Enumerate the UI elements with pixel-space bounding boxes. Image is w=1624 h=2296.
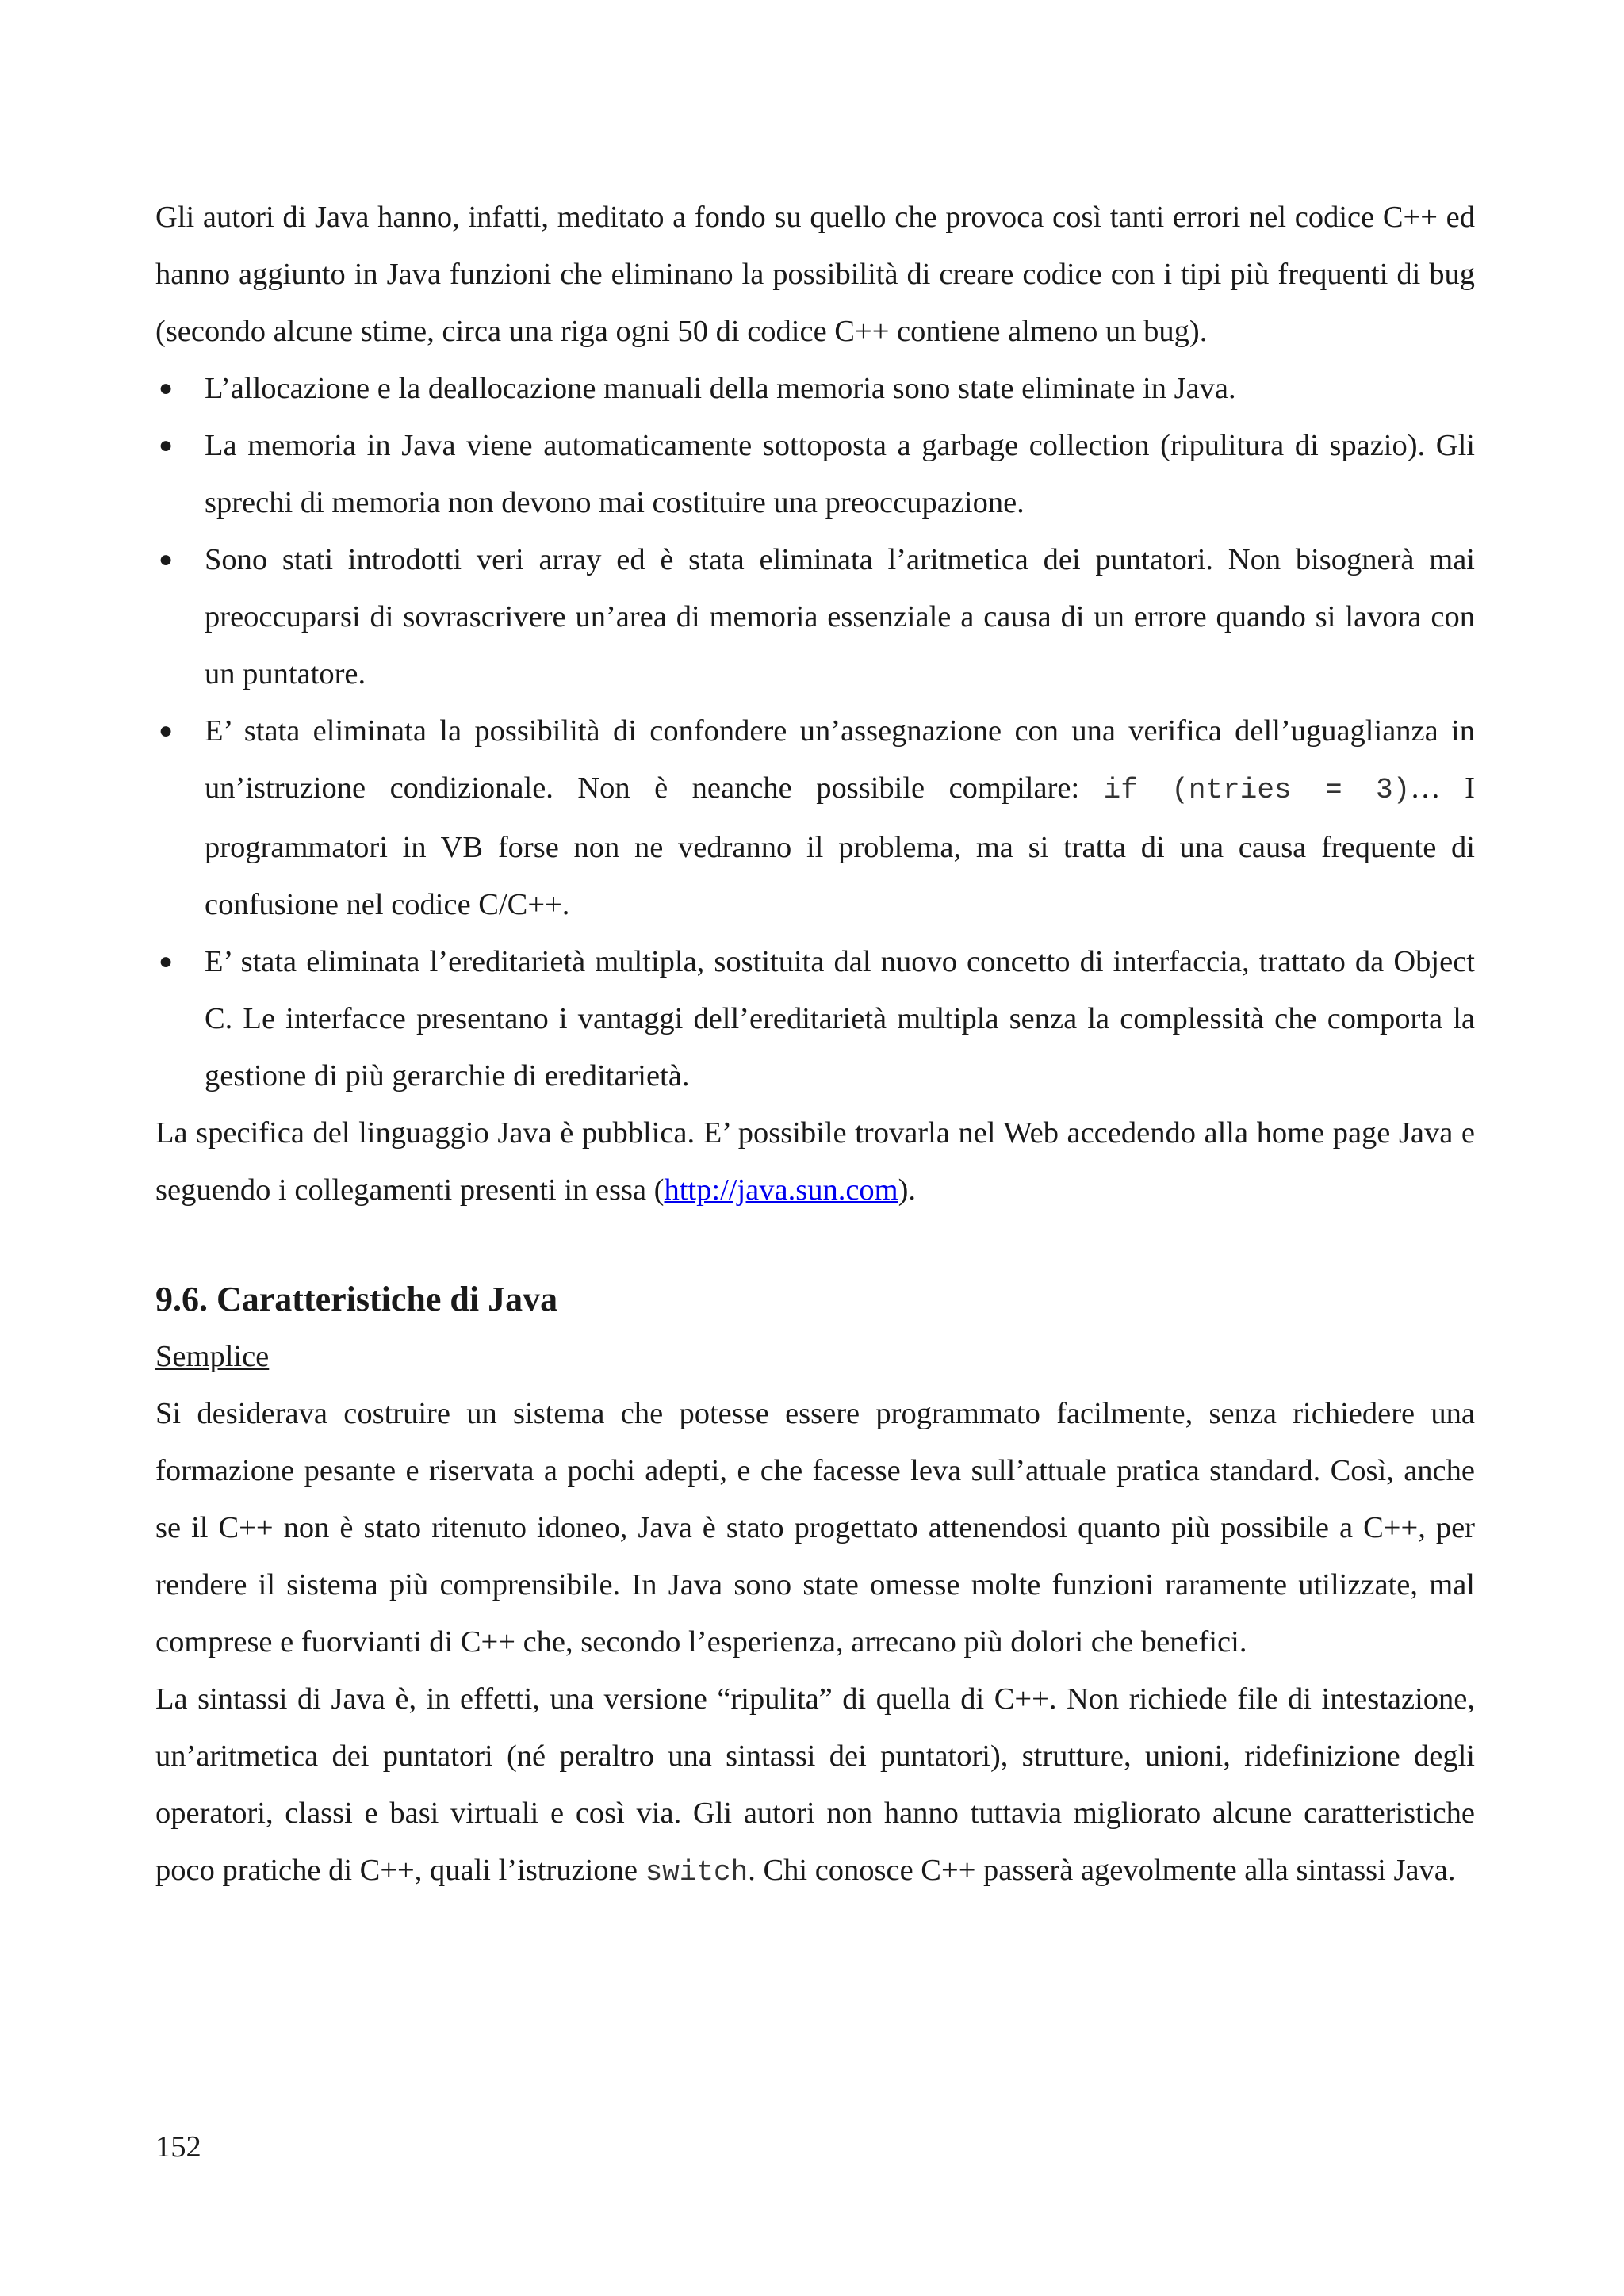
spec-text-post: ). bbox=[898, 1173, 917, 1207]
bullet-list bbox=[155, 360, 1475, 1104]
bullet-text: E’ stata eliminata l’ereditarietà multipla, sostituita dal nuovo concetto di interfaccia, trattato da Object C. Le interfacce presentano i vantaggi dell’ereditarietà multipla senza la complessità che comporta la gestione di più gerarchie di ereditarietà. bbox=[205, 945, 1475, 1093]
section-title: 9.6. Caratteristiche di Java bbox=[155, 1280, 558, 1318]
bullet-text-post: … I programmatori in VB forse non ne vedranno il problema, ma si tratta di una causa frequente di confusione nel codice C/C++. bbox=[205, 771, 1475, 921]
list-item bbox=[155, 360, 1475, 417]
bullet-icon: ● bbox=[159, 375, 174, 401]
bullet-icon: ● bbox=[159, 432, 174, 458]
list-item bbox=[155, 417, 1475, 531]
list-item bbox=[155, 933, 1475, 1104]
bullet-text-pre: E’ stata eliminata la possibilità di confondere un’assegnazione con una verifica dell’uguaglianza in un’istruzione condizionale. Non è neanche possibile compilare: bbox=[205, 714, 1475, 805]
code-snippet: if (ntries = 3) bbox=[1103, 774, 1411, 806]
spec-text-pre: La specifica del linguaggio Java è pubblica. E’ possibile trovarla nel Web accedendo alla home page Java e seguendo i collegamenti presenti in essa ( bbox=[155, 1116, 1475, 1207]
bullet-text: L’allocazione e la deallocazione manuali della memoria sono state eliminate in Java. bbox=[205, 372, 1236, 405]
semplice-paragraph-2 bbox=[155, 1670, 1475, 1901]
bullet-text: La memoria in Java viene automaticamente sottoposta a garbage collection (ripulitura di spazio). Gli sprechi di memoria non devono mai costituire una preoccupazione. bbox=[205, 429, 1475, 519]
subheading: Semplice bbox=[155, 1340, 270, 1373]
intro-paragraph: Gli autori di Java hanno, infatti, meditato a fondo su quello che provoca così tanti errori nel codice C++ ed hanno aggiunto in Java funzioni che eliminano la possibilità di creare codice con i tipi più frequenti di bug (secondo alcune stime, circa una riga ogni 50 di codice C++ contiene almeno un bug). bbox=[155, 201, 1475, 348]
bullet-text: Sono stati introdotti veri array ed è stata eliminata l’aritmetica dei puntatori. Non bisognerà mai preoccuparsi di sovrascrivere un’area di memoria essenziale a causa di un errore quando si lavora con un puntatore. bbox=[205, 543, 1475, 691]
list-item bbox=[155, 531, 1475, 702]
bullet-icon: ● bbox=[159, 948, 174, 974]
bullet-icon: ● bbox=[159, 546, 174, 572]
para2-text-post: . Chi conosce C++ passerà agevolmente alla sintassi Java. bbox=[748, 1854, 1456, 1887]
para2-text-pre: La sintassi di Java è, in effetti, una versione “ripulita” di quella di C++. Non richiede file di intestazione, un’aritmetica dei puntatori (né peraltro una sintassi dei puntatori), strutture, unioni, ridefinizione degli operatori, classi e basi virtuali e così via. Gli autori non hanno tuttavia migliorato alcune caratteristiche poco pratiche di C++, quali l’istruzione bbox=[155, 1682, 1475, 1887]
bullet-icon: ● bbox=[159, 718, 174, 744]
list-item bbox=[155, 702, 1475, 933]
page-number: 152 bbox=[155, 2130, 201, 2164]
spec-paragraph bbox=[155, 1104, 1475, 1219]
java-sun-link[interactable]: http://java.sun.com bbox=[664, 1173, 898, 1207]
code-snippet: switch bbox=[645, 1856, 749, 1888]
semplice-paragraph-1: Si desiderava costruire un sistema che potesse essere programmato facilmente, senza richiedere una formazione pesante e riservata a pochi adepti, e che facesse leva sull’attuale pratica standard. Così, anche se il C++ non è stato ritenuto idoneo, Java è stato progettato attenendosi quanto più possibile a C++, per rendere il sistema più comprensibile. In Java sono state omesse molte funzioni raramente utilizzate, mal comprese e fuorvianti di C++ che, secondo l’esperienza, arrecano più dolori che benefici. bbox=[155, 1397, 1475, 1659]
page-content bbox=[155, 189, 1475, 1901]
